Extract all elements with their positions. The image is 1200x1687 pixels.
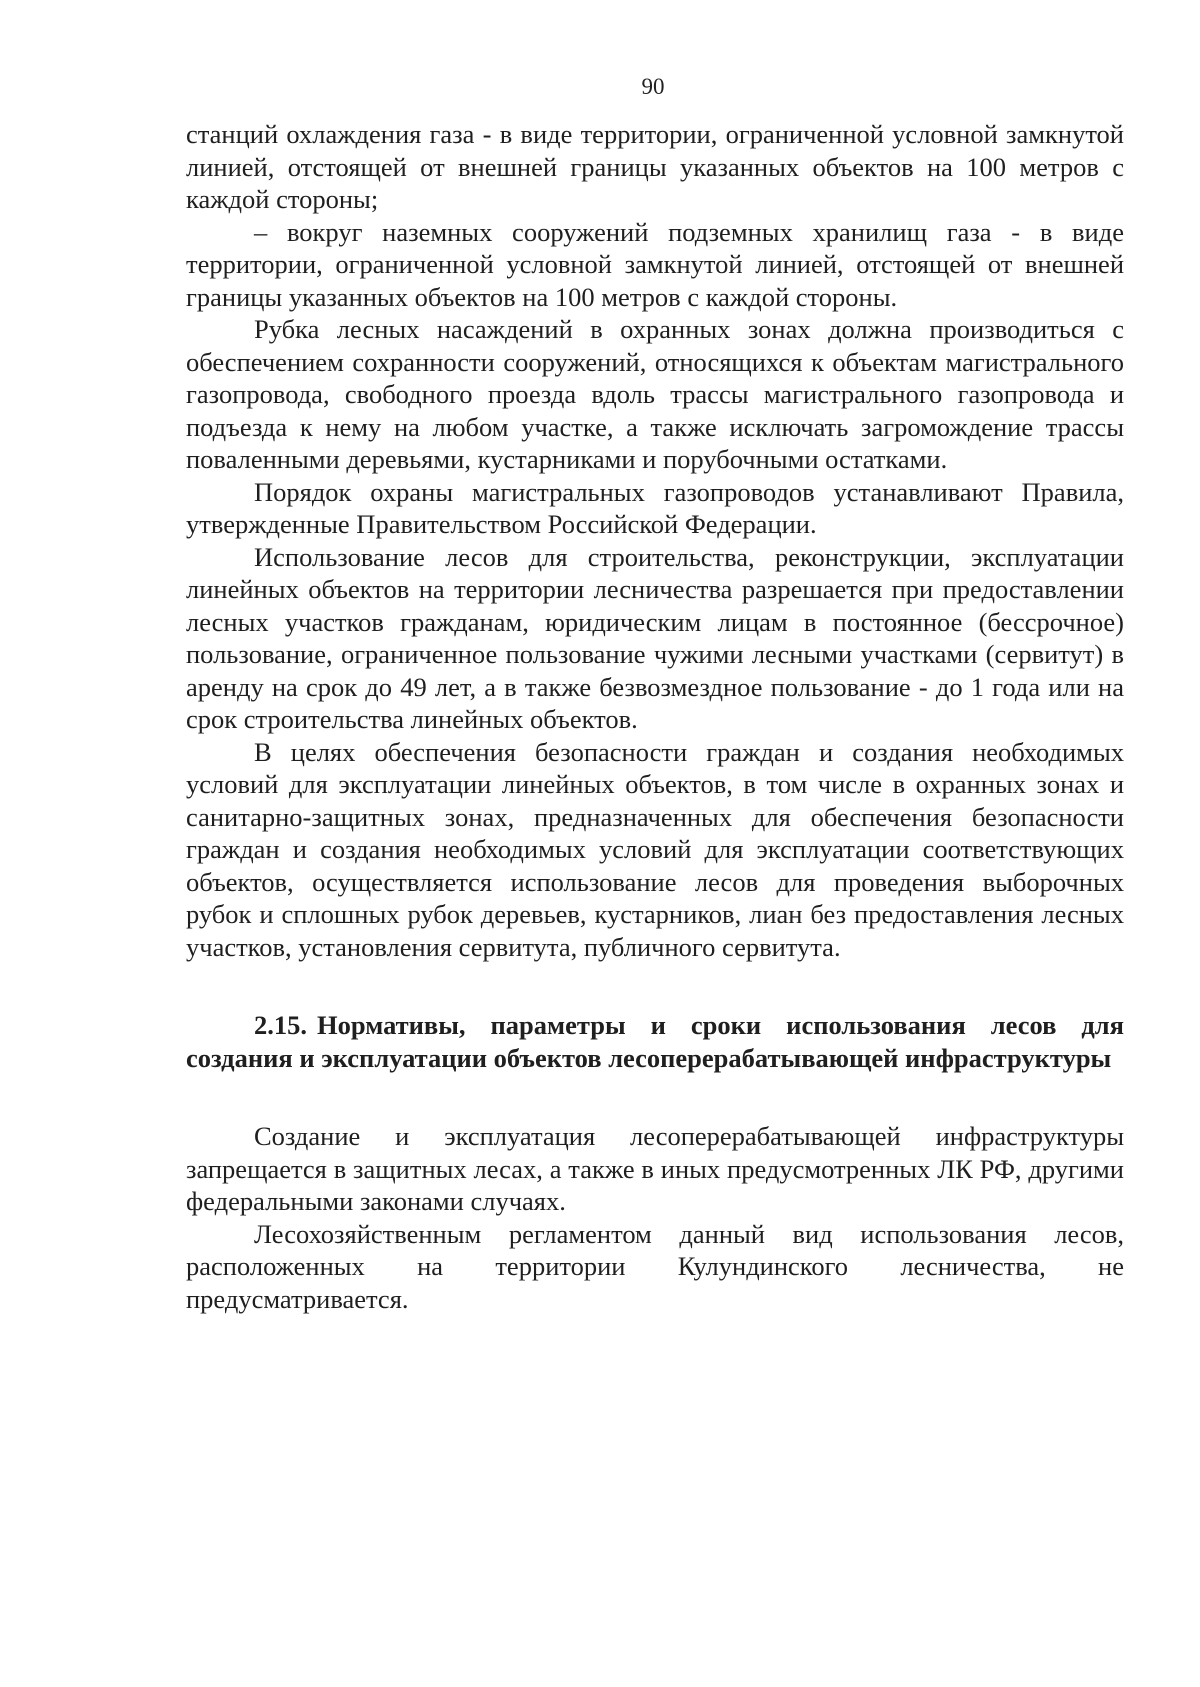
paragraph-linear-objects: Использование лесов для строительства, реконструкции, эксплуатации линейных объектов на территории лесничества разрешается при предоставлении лесных участков гражданам, юридическим лицам в постоянное (бессрочное) пользование, ограниченное пользование чужими лесными участками (сервитут) в аренду на срок до 49 лет, а в также безвозмездное пользование - до 1 года или на срок строительства линейных объектов. — [186, 541, 1124, 734]
paragraph-protection-order: Порядок охраны магистральных газопроводов устанавливают Правила, утвержденные Правительством Российской Федерации. — [186, 476, 1124, 539]
document-body — [186, 118, 1124, 1315]
section-number: 2.15. — [254, 1010, 307, 1040]
paragraph-felling-in-zones: Рубка лесных насаждений в охранных зонах должна производиться с обеспечением сохранности сооружений, относящихся к объектам магистрального газопровода, свободного проезда вдоль трассы магистрального газопровода и подъезда к нему на любом участке, а также исключать загромождение трассы поваленными деревьями, кустарниками и порубочными остатками. — [186, 314, 1124, 474]
paragraph-regulation: Лесохозяйственным регламентом данный вид использования лесов, расположенных на территории Кулундинского лесничества, не предусматривается. — [186, 1218, 1124, 1314]
paragraph-infrastructure-ban: Создание и эксплуатация лесоперерабатывающей инфраструктуры запрещается в защитных лесах, а также в иных предусмотренных ЛК РФ, другими федеральными законами случаях. — [186, 1121, 1124, 1216]
page-number: 90 — [641, 74, 665, 99]
paragraph-storage-facilities: – вокруг наземных сооружений подземных хранилищ газа - в виде территории, ограниченной условной замкнутой линией, отстоящей от внешней границы указанных объектов на 100 метров с каждой стороны. — [186, 216, 1124, 312]
paragraph-continuation: станций охлаждения газа - в виде территории, ограниченной условной замкнутой линией, отстоящей от внешней границы указанных объектов на 100 метров с каждой стороны; — [186, 119, 1124, 214]
section-heading — [186, 1009, 1124, 1074]
section-title: Нормативы, параметры и сроки использования лесов для создания и эксплуатации объектов лесоперерабатывающей инфраструктуры — [186, 1010, 1124, 1073]
paragraph-safety-conditions: В целях обеспечения безопасности граждан и создания необходимых условий для эксплуатации линейных объектов, в том числе в охранных зонах и санитарно-защитных зонах, предназначенных для обеспечения безопасности граждан и создания необходимых условий для эксплуатации соответствующих объектов, осуществляется использование лесов для проведения выборочных рубок и сплошных рубок деревьев, кустарников, лиан без предоставления лесных участков, установления сервитута, публичного сервитута. — [186, 736, 1124, 962]
